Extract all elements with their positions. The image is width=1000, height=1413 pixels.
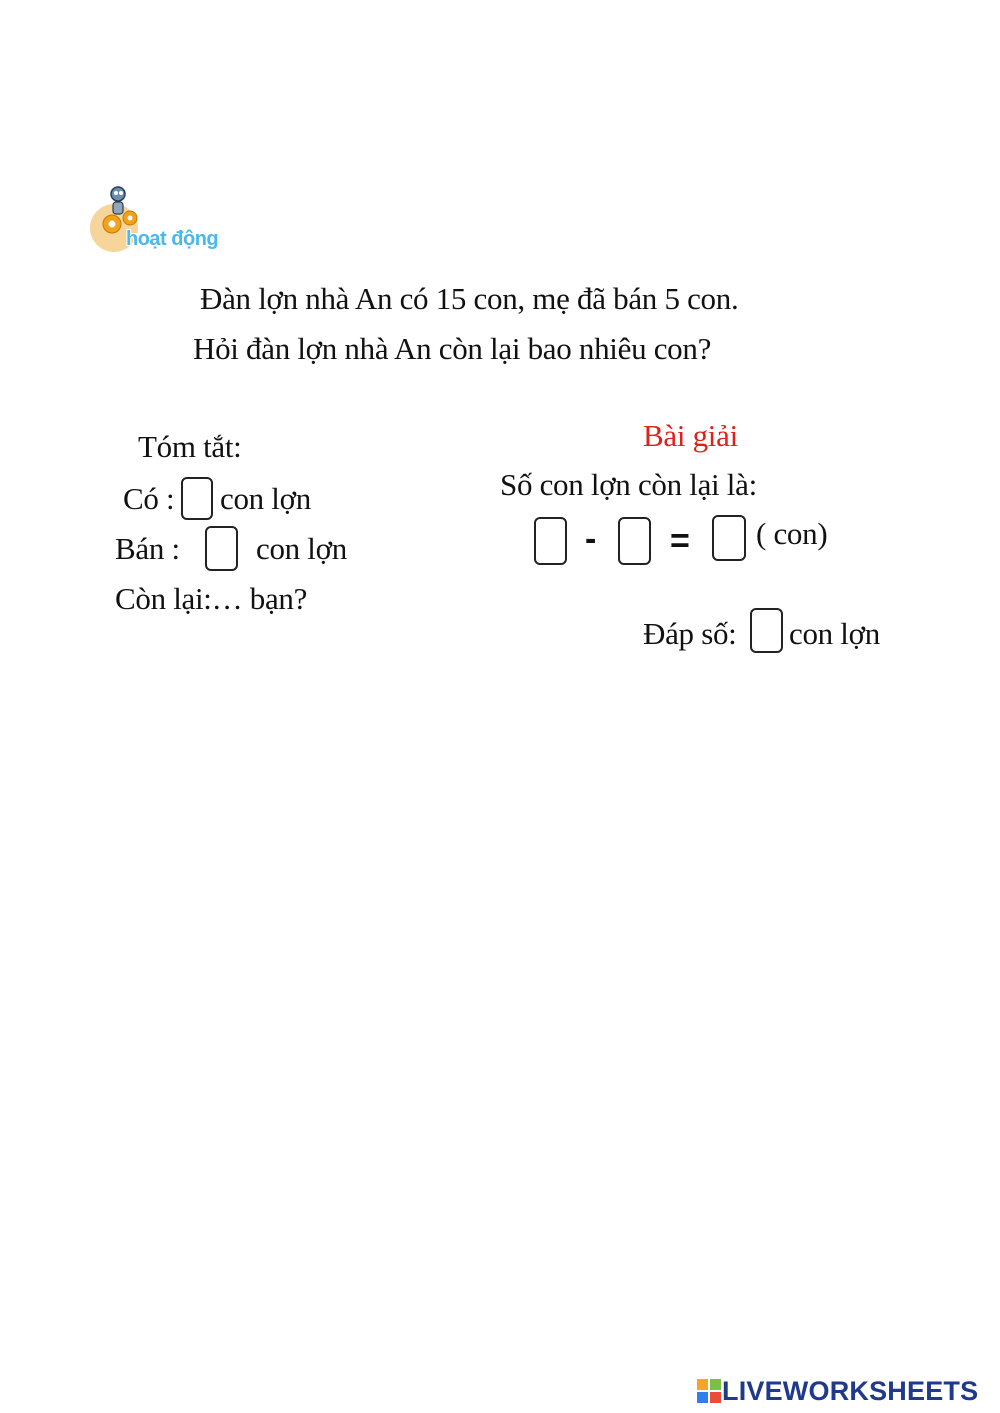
summary-title: Tóm tắt: [138,429,242,464]
problem-line-2: Hỏi đàn lợn nhà An còn lại bao nhiêu con? [193,331,712,366]
activity-logo [90,184,240,264]
minus-sign: - [585,520,597,558]
minuend-box[interactable] [534,517,567,565]
summary-sold-label: Bán : [115,531,180,566]
solution-title: Bài giải [643,418,738,453]
solution-statement: Số con lợn còn lại là: [500,467,757,502]
problem-line-1: Đàn lợn nhà An có 15 con, mẹ đã bán 5 con. [200,281,739,316]
summary-have-unit: con lợn [220,481,311,516]
subtrahend-box[interactable] [618,517,651,565]
solution-unit: ( con) [756,516,828,551]
sold-answer-box[interactable] [205,526,238,571]
liveworksheets-watermark: LIVEWORKSHEETS [722,1376,979,1406]
summary-have-label: Có : [123,481,175,516]
answer-unit: con lợn [789,616,880,651]
result-box[interactable] [712,515,746,561]
answer-label: Đáp số: [643,616,737,651]
logo-text: hoạt động [126,228,219,250]
final-answer-box[interactable] [750,608,783,653]
equals-sign: = [670,522,690,560]
summary-remaining: Còn lại:… bạn? [115,581,308,616]
have-answer-box[interactable] [181,477,213,520]
summary-sold-unit: con lợn [256,531,347,566]
liveworksheets-logo-icon [697,1379,721,1403]
